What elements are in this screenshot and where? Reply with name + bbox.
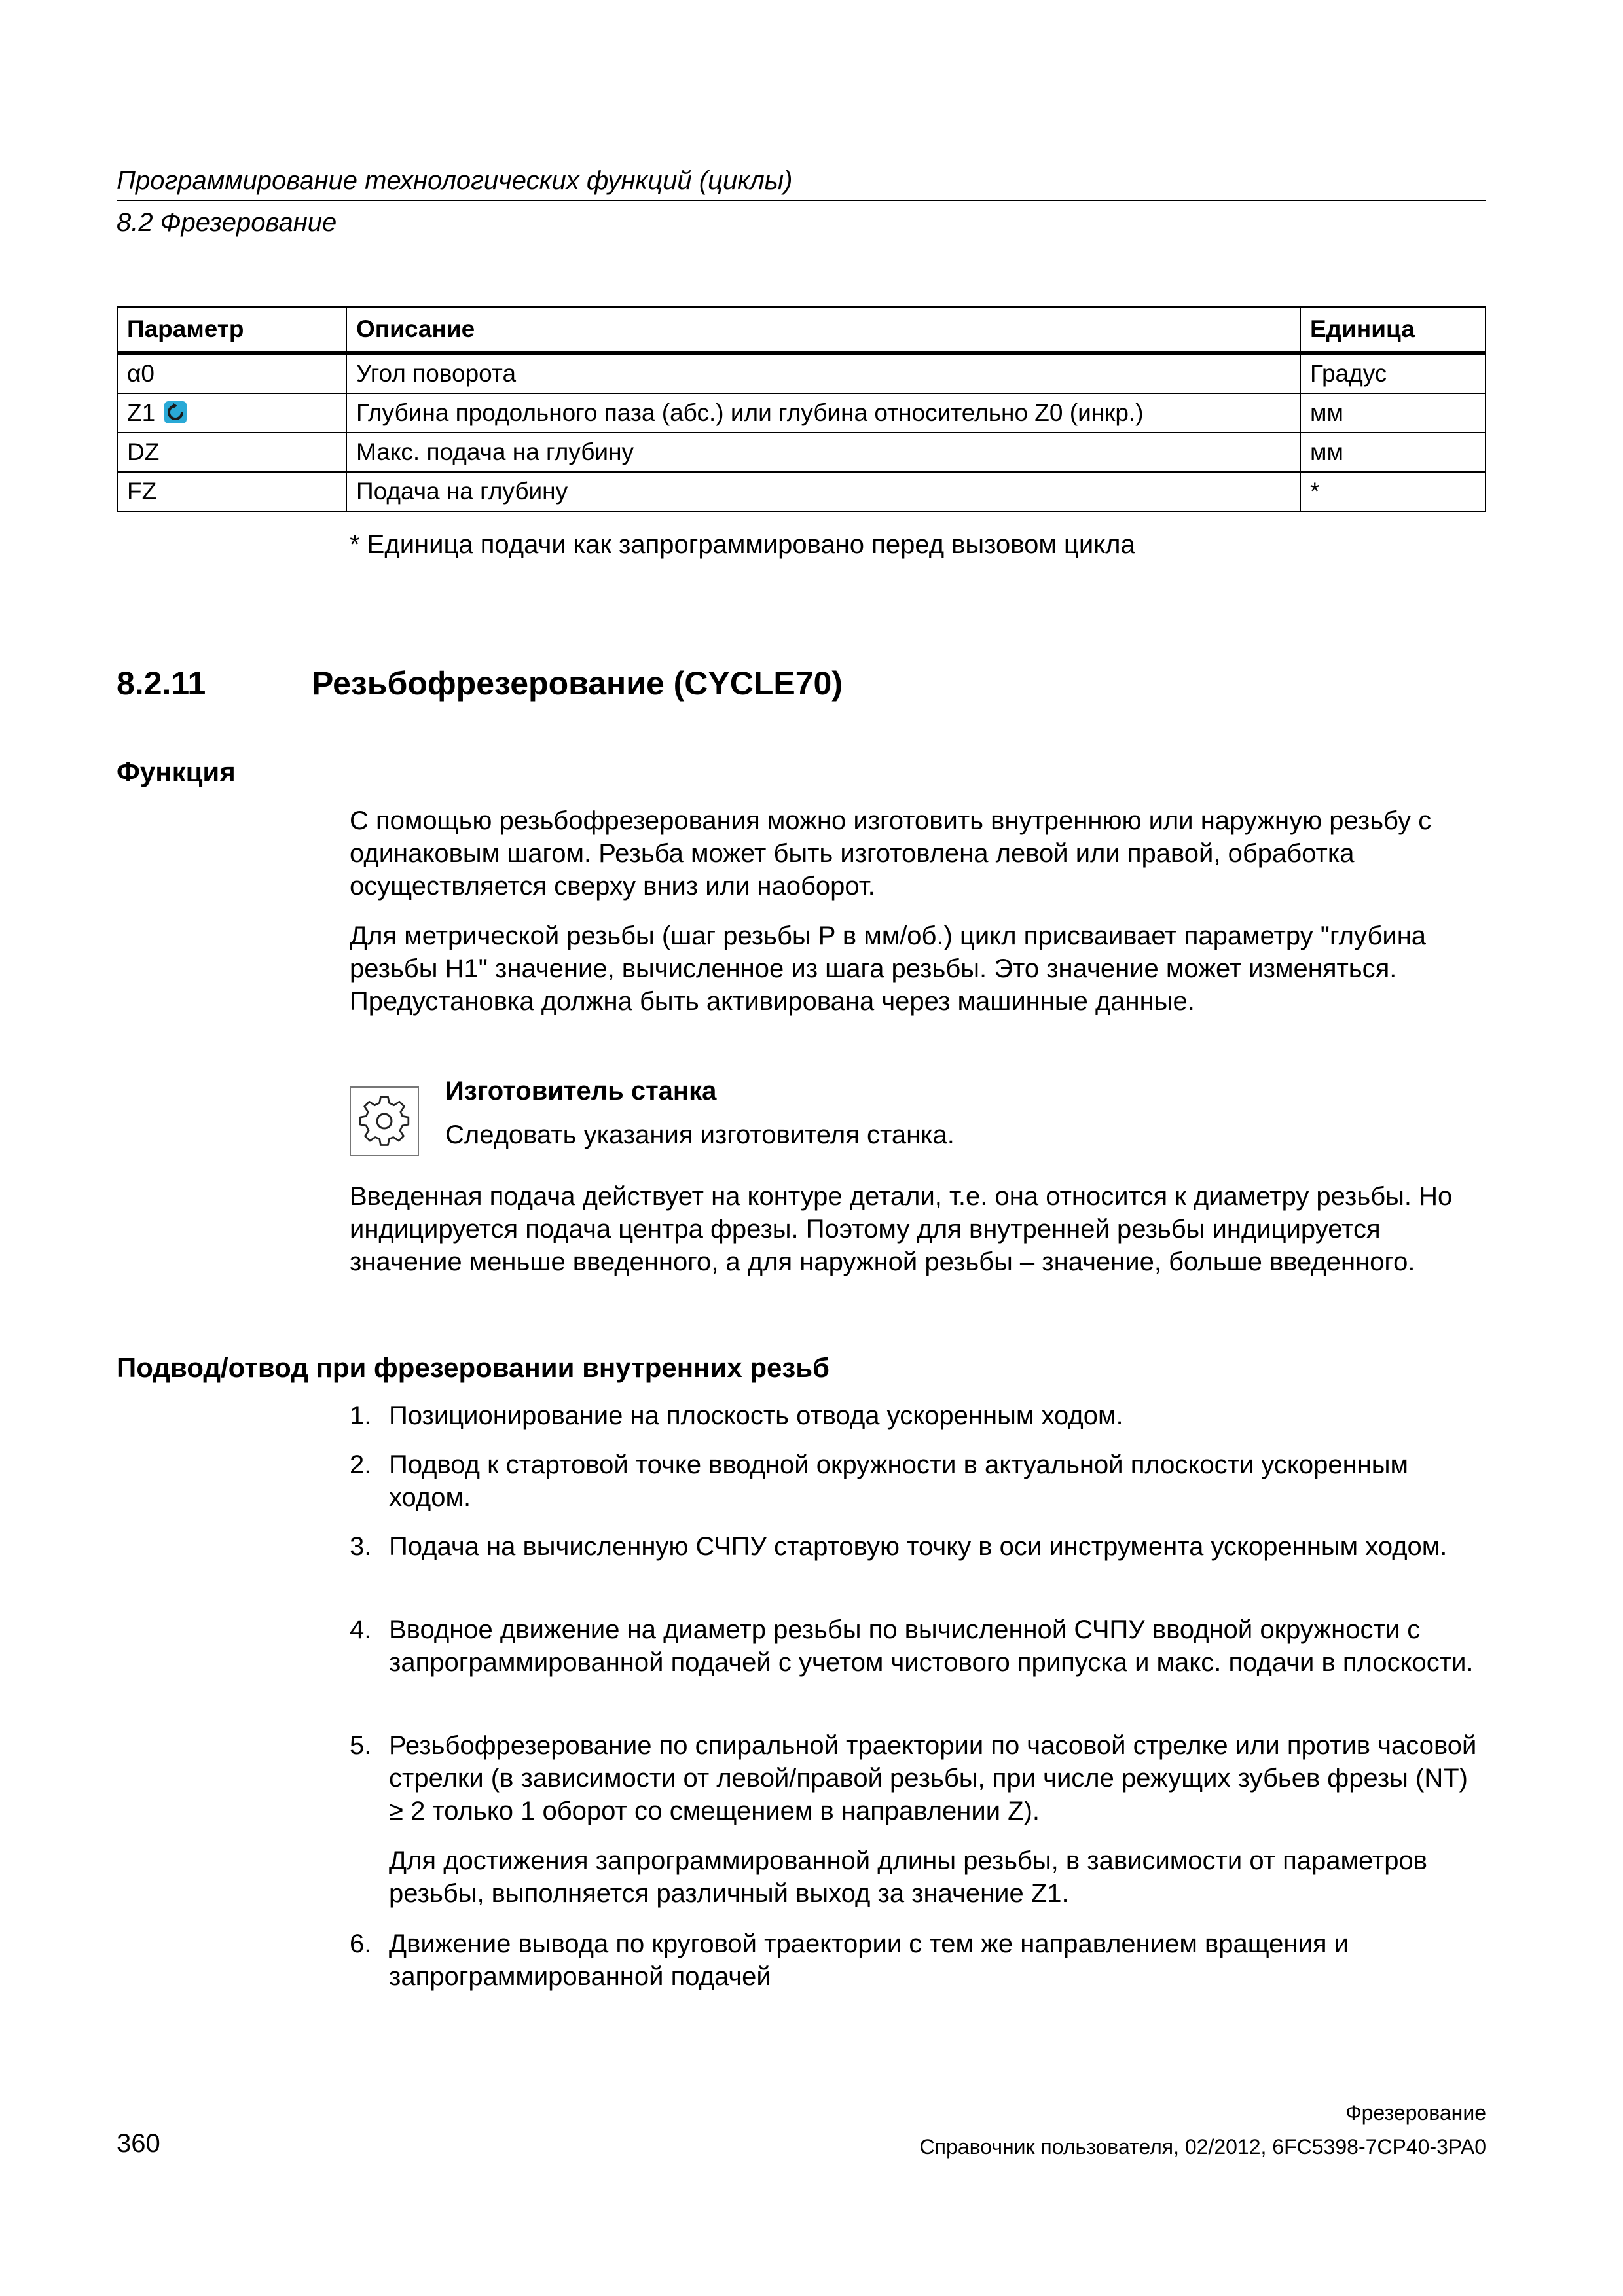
parameter-table	[117, 306, 1486, 512]
approach-heading: Подвод/отвод при фрезеровании внутренних резьб	[117, 1352, 830, 1383]
param-cell: DZ	[117, 433, 346, 472]
footer-chapter: Фрезерование	[1345, 2101, 1486, 2125]
unit-cell: мм	[1300, 393, 1486, 433]
footer-manual: Справочник пользователя, 02/2012, 6FC5398-7CP40-3PA0	[919, 2135, 1486, 2159]
list-item: Подача на вычисленную СЧПУ стартовую точку в оси инструмента ускоренным ходом.	[389, 1532, 1448, 1561]
header-rule	[117, 200, 1486, 201]
function-paragraph-3: Введенная подача действует на контуре детали, т.е. она относится к диаметру резьбы. Но индицируется подача центра фрезы. Поэтому для внутренней резьбы индицируется значение меньше введенного, а для наружной резьбы – значение, больше введенного.	[350, 1182, 1453, 1276]
desc-cell: Подача на глубину	[346, 472, 1300, 511]
section-title: Резьбофрезерование (CYCLE70)	[312, 665, 843, 702]
list-item: Вводное движение на диаметр резьбы по вычисленной СЧПУ вводной окружности с запрограммированной подачей с учетом чистового припуска и макс. подачи в плоскости.	[389, 1615, 1474, 1677]
table-header-row	[117, 307, 1486, 353]
desc-cell: Угол поворота	[346, 353, 1300, 393]
list-item-number: 3.	[350, 1532, 372, 1561]
table-row	[117, 393, 1486, 433]
param-cell	[117, 393, 346, 433]
list-item-number: 1.	[350, 1401, 372, 1430]
list-item: Резьбофрезерование по спиральной траектории по часовой стрелке или против часовой стрелки (в зависимости от левой/правой резьбы, при числе режущих зубьев фрезы (NT) ≥ 2 только 1 оборот со смещением в направлении Z).	[389, 1731, 1477, 1825]
function-paragraph-2: Для метрической резьбы (шаг резьбы P в мм/об.) цикл присваивает параметру "глубина резьбы H1" значение, вычисленное из шага резьбы. Это значение может изменяться. Предустановка должна быть активирована через машинные данные.	[350, 922, 1427, 1016]
machine-note-text: Следовать указания изготовителя станка.	[445, 1121, 955, 1149]
param-cell: α0	[117, 353, 346, 393]
list-item: Подвод к стартовой точке вводной окружности в актуальной плоскости ускоренным ходом.	[389, 1450, 1409, 1512]
unit-cell: *	[1300, 472, 1486, 511]
machine-note-title: Изготовитель станка	[445, 1077, 717, 1105]
param-name: Z1	[127, 399, 156, 426]
list-item: Позиционирование на плоскость отвода ускоренным ходом.	[389, 1401, 1123, 1430]
desc-cell: Макс. подача на глубину	[346, 433, 1300, 472]
table-row	[117, 353, 1486, 393]
running-header-section: 8.2 Фрезерование	[117, 208, 337, 237]
column-header-unit: Единица	[1300, 307, 1486, 353]
list-item: Движение вывода по круговой траектории с тем же направлением вращения и запрограммированной подачей	[389, 1929, 1349, 1991]
abs-inc-toggle-icon[interactable]	[164, 401, 187, 423]
list-item-continuation: Для достижения запрограммированной длины резьбы, в зависимости от параметров резьбы, выполняется различный выход за значение Z1.	[389, 1846, 1427, 1908]
desc-cell: Глубина продольного паза (абс.) или глубина относительно Z0 (инкр.)	[346, 393, 1300, 433]
column-header-param: Параметр	[117, 307, 346, 353]
list-item-number: 5.	[350, 1731, 372, 1760]
section-number: 8.2.11	[117, 665, 206, 702]
param-cell: FZ	[117, 472, 346, 511]
unit-cell: Градус	[1300, 353, 1486, 393]
unit-cell: мм	[1300, 433, 1486, 472]
running-header-title: Программирование технологических функций (циклы)	[117, 166, 793, 195]
machine-note-icon-frame	[350, 1086, 419, 1156]
page-number: 360	[117, 2129, 160, 2158]
table-row	[117, 433, 1486, 472]
function-paragraph-1: С помощью резьбофрезерования можно изготовить внутреннюю или наружную резьбу с одинаковым шагом. Резьба может быть изготовлена левой или правой, обработка осуществляется сверху вниз или наоборот.	[350, 806, 1432, 901]
column-header-desc: Описание	[346, 307, 1300, 353]
list-item-number: 2.	[350, 1450, 372, 1479]
table-row	[117, 472, 1486, 511]
function-heading: Функция	[117, 757, 236, 787]
list-item-number: 4.	[350, 1615, 372, 1644]
gear-icon	[351, 1088, 418, 1155]
list-item-number: 6.	[350, 1929, 372, 1958]
table-footnote: * Единица подачи как запрограммировано перед вызовом цикла	[350, 530, 1135, 559]
